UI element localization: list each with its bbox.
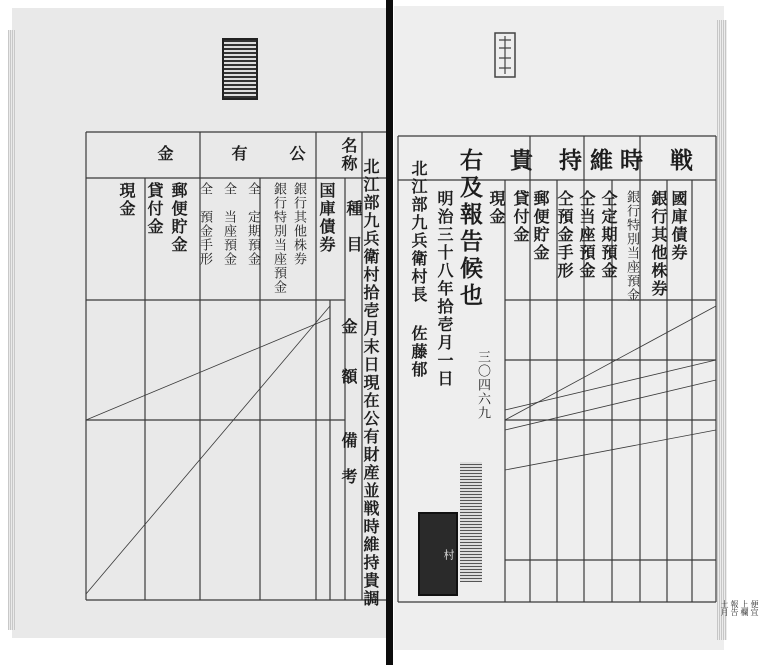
right-item: 銀行其他株券 [649,190,668,298]
amount-value: 三〇四六九 [475,350,490,420]
right-header-2: 時 [616,148,643,175]
left-item: 貸付金 [145,182,164,236]
header-name: 名称 [339,137,358,173]
seal-stamp-left [222,38,258,100]
handwritten-annotation [460,462,482,582]
official-seal: 村 [418,512,458,596]
left-item: 郵便貯金 [169,182,188,254]
right-header-3: 維 [586,148,613,175]
left-item: 全 当座預金 [221,182,236,266]
column-remarks: 備 考 [339,432,358,486]
corner-note: 上欄 [740,600,749,616]
right-item: 仝当座預金 [577,190,596,280]
right-item: 貸付金 [511,190,530,244]
right-item: 現金 [487,190,506,226]
column-amount: 金 [339,318,358,336]
left-item: 全 定期預金 [245,182,260,266]
corner-note: 報告 [730,600,739,616]
column-amount-unit: 額 [339,368,358,386]
right-item: 郵便貯金 [531,190,550,262]
right-item: 仝預金手形 [555,190,574,280]
report-statement: 右及報告候也 [456,148,483,310]
right-header-1: 戦 [666,148,693,175]
right-item: 國庫債券 [669,190,688,262]
corner-note: 便宜 [750,600,759,616]
seal-stamp-top [494,32,516,78]
left-item: 銀行特別当座預金 [271,182,286,294]
report-date: 明治三十八年拾壱月一日 [435,190,454,388]
report-signer: 北江部九兵衛村長 佐藤郁 [409,160,428,379]
right-item: 銀行特別当座預金 [624,190,639,302]
column-item-type: 種 目 [344,200,363,254]
left-item: 国庫債券 [317,182,336,254]
right-item: 仝定期預金 [599,190,618,280]
right-header-5: 貴 [506,148,533,175]
left-item: 現金 [117,182,136,218]
right-header-4: 持 [555,148,582,175]
left-item: 全 預金手形 [197,182,212,266]
left-item: 銀行其他株券 [291,182,306,266]
header-money: 金 [155,145,174,163]
header-owned: 有 [229,145,248,163]
left-title: 北江部九兵衛村拾壱月末日現在公有財産並戦時維持貴調 [361,158,380,608]
book-spine [386,0,393,665]
corner-note: 土月 [720,600,729,616]
header-public: 公 [287,145,306,163]
